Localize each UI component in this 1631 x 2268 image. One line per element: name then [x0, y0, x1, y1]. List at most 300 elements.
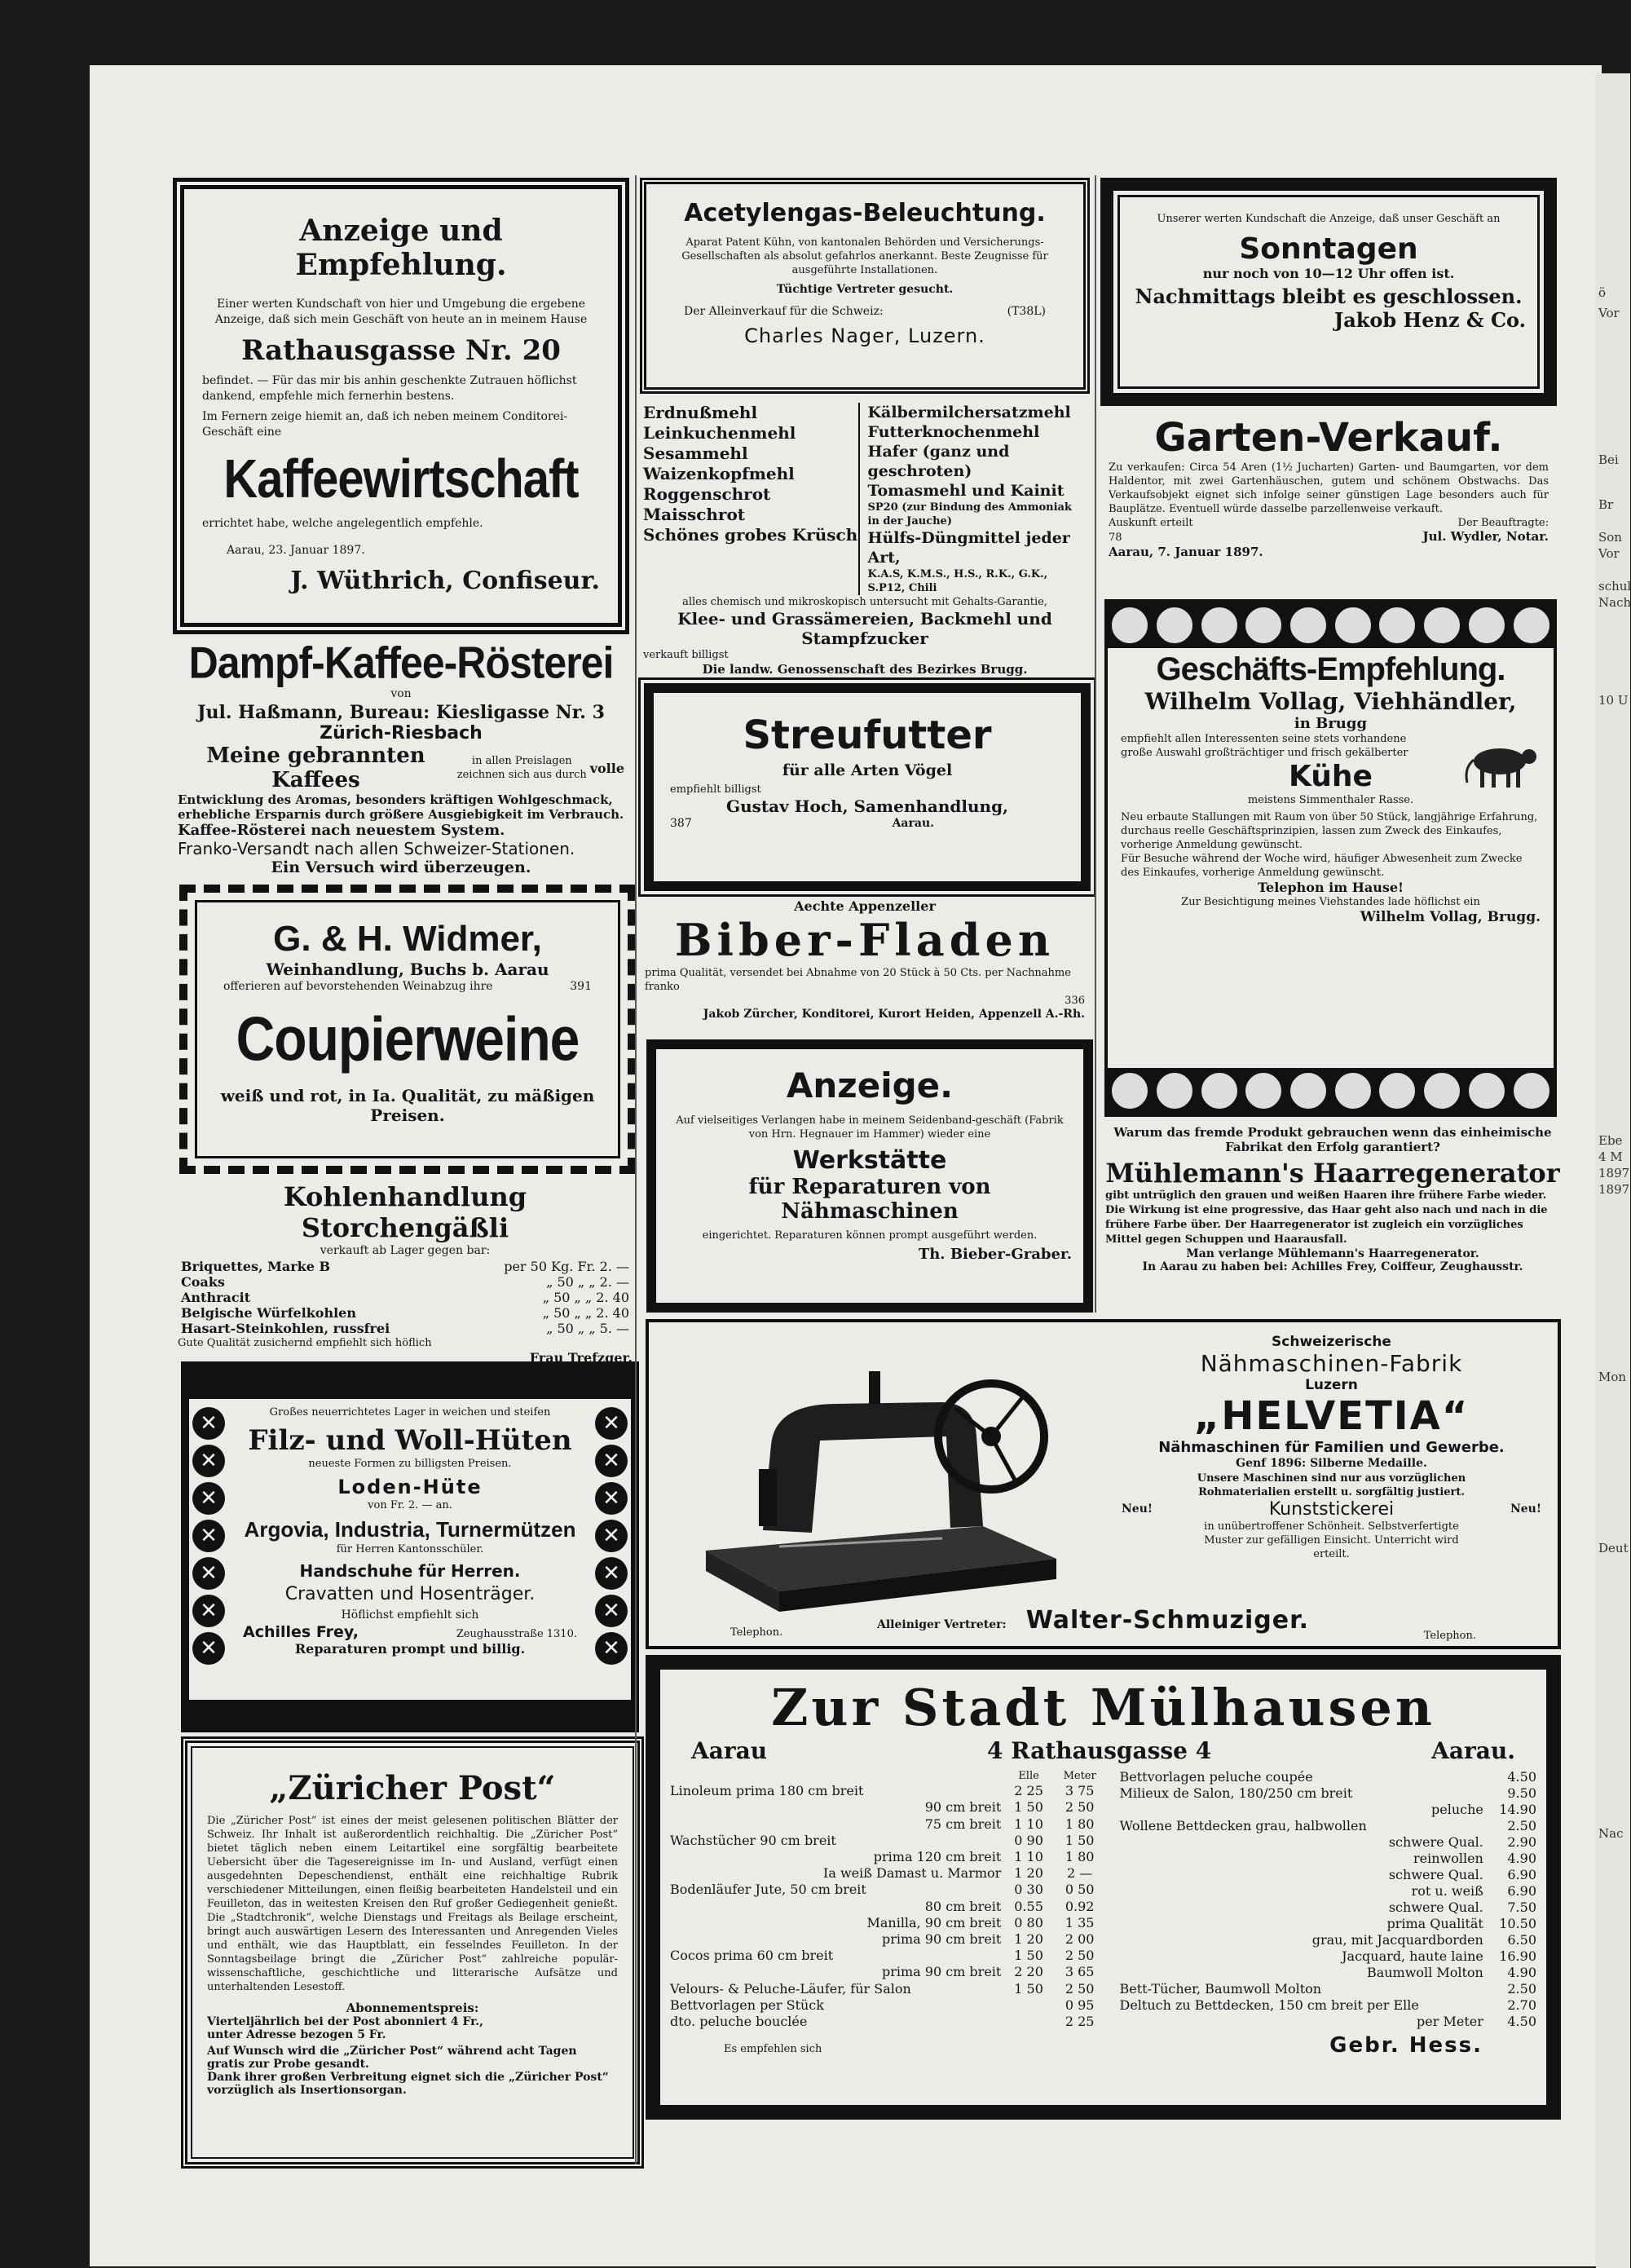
- coal-price: „ 50 „ „ 5. —: [546, 1321, 629, 1336]
- rosette-icon: [1511, 1070, 1552, 1111]
- rosette-icon: [1288, 1070, 1329, 1111]
- strip-text: 10 U: [1598, 693, 1629, 708]
- price: 2.90: [1507, 1834, 1536, 1850]
- rosette-icon: [1422, 1070, 1462, 1111]
- rosette-icon: [1109, 605, 1150, 646]
- rosette-icon: [1199, 1070, 1240, 1111]
- product-name: grau, mit Jacquardborden: [1311, 1932, 1483, 1948]
- product-name: Bettvorlagen per Stück: [670, 1997, 824, 2013]
- price-elle: 1 10: [1014, 1849, 1043, 1864]
- ad-phone: Telephon.: [1423, 1630, 1476, 1642]
- ad-text: für Herren Kantonsschüler.: [336, 1543, 484, 1555]
- ad-text: von: [390, 687, 412, 700]
- ad-kohlen: [173, 1178, 637, 1366]
- price-elle: 1 20: [1014, 1930, 1043, 1947]
- price-elle: [1004, 2014, 1052, 2030]
- ad-text: Alleiniger Vertreter:: [877, 1618, 1007, 1631]
- price: 2.70: [1507, 1997, 1536, 2013]
- ad-text: Auskunft erteilt: [1109, 517, 1193, 529]
- price: 9.50: [1507, 1785, 1536, 1801]
- price: 6.90: [1507, 1883, 1536, 1899]
- ad-text: Klee- und Grassämereien, Backmehl und Stampfzucker: [677, 609, 1052, 648]
- ad-streufutter: [644, 683, 1091, 891]
- rosette-icon: [1377, 1070, 1417, 1111]
- ad-text: Handschuhe für Herren.: [299, 1561, 521, 1581]
- ad-date: Aarau, 23. Januar 1897.: [227, 544, 365, 557]
- table-row: [667, 1865, 1106, 1882]
- product-name: peluche: [1430, 1802, 1483, 1817]
- ad-text: Auf Wunsch wird die „Züricher Post“ während acht Tagen gratis zur Probe gesandt.: [207, 2045, 577, 2071]
- ad-text: unter Adresse bezogen 5 Fr.: [207, 2028, 386, 2041]
- ad-garten: [1100, 412, 1557, 595]
- ad-text: Vierteljährlich bei der Post abonniert 4 Fr.,: [207, 2015, 484, 2028]
- ad-text: offerieren auf bevorstehenden Weinabzug ihre: [223, 980, 493, 993]
- ad-title: Streufutter: [743, 713, 992, 758]
- rosette-icon: [1154, 1070, 1195, 1111]
- price: 2.50: [1507, 1981, 1536, 1997]
- price-meter: 2 —: [1067, 1865, 1093, 1882]
- ad-title: Anzeige.: [786, 1066, 954, 1105]
- table-row: [667, 1964, 1106, 1980]
- strip-text: Br: [1598, 497, 1614, 512]
- ad-headline: Kaffeewirtschaft: [223, 448, 579, 510]
- ad-text: Die „Züricher Post“ ist eines der meist gelesenen politischen Blätter der Schweiz. Ihr Inhalt ist außerordentlich reichhaltig. Die „Züricher Post“ bietet täglich neben einem Leitartikel eine sorgfältig bearbeitete Uebersicht über die Tagesereignisse im In- und Ausland, verfügt einen ausgedehnten Depeschendienst, enthält eine reichhaltige Rubrik verschiedener Mitteilungen, einen fleißig bearbeiteten Handelsteil und ein Feuilleton, das in weitesten Kreisen den Ruf großer Gediegenheit genießt. Die „Stadtchronik“, welche Dienstags und Freitags als Beilage erscheint, bringt auch auswärtigen Lesern des Interessanten und Anregenden Vieles und enthält, wie das Hauptblatt, ein fesselndes Feuilleton. In der Sonntagsbeilage bringt die „Züricher Post“ zahlreiche populär-wissenschaftliche, geschichtliche und litterarische Aufsätze und unterhaltenden Lesestoff.: [207, 1815, 618, 1993]
- list-item: Schönes grobes Krüsch: [643, 525, 858, 545]
- rosette-icon: [1243, 1070, 1284, 1111]
- coal-price-table: [178, 1259, 633, 1336]
- table-row: [1116, 1834, 1540, 1851]
- ad-helvetia: [646, 1319, 1561, 1649]
- ad-text: Zur Besichtigung meines Viehstandes lade höflichst ein: [1181, 896, 1480, 908]
- ad-acetylen: [640, 178, 1090, 394]
- ad-text: Der Alleinverkauf für die Schweiz:: [684, 305, 884, 318]
- list-item: Erdnußmehl: [643, 403, 758, 422]
- table-row: [667, 1833, 1106, 1849]
- ad-text: prima Qualität, versendet bei Abnahme von 20 Stück à 50 Cts. per Nachnahme franko: [645, 967, 1071, 993]
- rosette-icon: [1288, 605, 1329, 646]
- ad-agent: Charles Nager, Luzern.: [744, 324, 985, 347]
- ad-location: Zürich-Riesbach: [320, 723, 483, 743]
- ad-text: Im Fernern zeige hiemit an, daß ich neben meinem Conditorei-Geschäft eine: [202, 410, 568, 439]
- ad-text: Genf 1896: Silberne Medaille.: [1236, 1457, 1427, 1470]
- column-header: Meter: [1063, 1770, 1096, 1783]
- rosette-icon: [1333, 605, 1373, 646]
- x-ornament-icon: ✕: [192, 1595, 225, 1627]
- table-row: [667, 1882, 1106, 1898]
- ad-agent: Jul. Wydler, Notar.: [1422, 529, 1549, 544]
- price-meter: 3 75: [1065, 1783, 1095, 1799]
- price: 10.50: [1499, 1916, 1536, 1931]
- strip-text: Deut: [1598, 1541, 1629, 1555]
- rosette-border-bottom: [1108, 1068, 1554, 1114]
- column-header: Elle: [1018, 1770, 1039, 1783]
- price-elle: 1 10: [1014, 1816, 1043, 1832]
- product-name: Deltuch zu Bettdecken, 150 cm breit per Elle: [1119, 1997, 1419, 2013]
- table-row: [1116, 1851, 1540, 1867]
- product-name: 75 cm breit: [924, 1816, 1002, 1832]
- ad-signature: J. Wüthrich, Confiseur.: [290, 567, 600, 595]
- ornament-column: [192, 1402, 225, 1670]
- product-name: dto. peluche bouclée: [670, 2013, 808, 2029]
- feed-list-right: [868, 403, 1087, 595]
- rosette-icon: [1109, 1070, 1150, 1111]
- ad-place: Aarau: [691, 1737, 768, 1764]
- ad-number: 391: [570, 980, 592, 993]
- ad-text: Zu verkaufen: Circa 54 Aren (1½ Jucharten) Garten- und Baumgarten, vor dem Haldentor, mit zwei Gartenhäuschen, gutem und schönem Obstwachs. Das Verkaufsobjekt eignet sich infolge seiner günstigen Lage besonders auch für Bauplätze. Eventuell würde dasselbe parzellenweise verkauft.: [1109, 461, 1549, 515]
- price-elle: 0 90: [1014, 1832, 1043, 1848]
- ad-date: Aarau, 7. Januar 1897.: [1109, 545, 1263, 559]
- price: 6.90: [1507, 1867, 1536, 1882]
- coal-price: per 50 Kg. Fr. 2. —: [504, 1259, 629, 1274]
- rosette-icon: [1243, 605, 1284, 646]
- ad-title: Nähmaschinen-Fabrik: [1200, 1350, 1463, 1377]
- product-name: Cocos prima 60 cm breit: [670, 1948, 834, 1964]
- product-name: Manilla, 90 cm breit: [866, 1914, 1002, 1930]
- ad-text: in unübertroffener Schönheit. Selbstverfertigte Muster zur gefälligen Einsicht. Unterricht wird erteilt.: [1204, 1520, 1459, 1560]
- price-table-right: [1116, 1769, 1540, 2030]
- table-row: [667, 1898, 1106, 1914]
- ad-text: Kaffee-Rösterei nach neuestem System.: [178, 822, 505, 839]
- price-meter: 0 50: [1065, 1882, 1095, 1898]
- coal-item: Coaks: [181, 1274, 225, 1290]
- column-rule: [1095, 175, 1096, 1313]
- product-name: Jacquard, haute laine: [1342, 1948, 1483, 1964]
- table-row: [1116, 1802, 1540, 1818]
- price-elle: 0.55: [1014, 1898, 1043, 1914]
- table-row: [1116, 1785, 1540, 1802]
- table-row: [667, 2014, 1106, 2030]
- table-row: [667, 1931, 1106, 1948]
- product-name: Linoleum prima 180 cm breit: [670, 1783, 864, 1799]
- rosette-icon: [1154, 605, 1195, 646]
- list-item: K.A.S, K.M.S., H.S., R.K., G.K., S.P12, Chili: [867, 568, 1048, 594]
- table-row: [667, 1997, 1106, 2014]
- price-meter: 2 50: [1065, 1980, 1095, 1997]
- x-ornament-icon: ✕: [595, 1482, 628, 1515]
- strip-text: 1897: [1598, 1166, 1630, 1180]
- ad-headline: Kühe: [1289, 760, 1373, 793]
- table-row: [667, 1980, 1106, 1997]
- ad-address: Zeughausstraße 1310.: [456, 1628, 577, 1640]
- table-row: [178, 1305, 633, 1321]
- ad-signature: Jakob Henz & Co.: [1333, 308, 1526, 332]
- ad-werkstaette: [646, 1039, 1093, 1313]
- x-ornament-icon: ✕: [192, 1407, 225, 1440]
- strip-text: Bei: [1598, 452, 1619, 467]
- table-row: [1116, 1883, 1540, 1900]
- table-row: [178, 1290, 633, 1305]
- x-ornament-icon: ✕: [595, 1595, 628, 1627]
- ad-text: von Fr. 2. — an.: [368, 1499, 452, 1511]
- x-ornament-icon: ✕: [192, 1482, 225, 1515]
- ad-address: Rathausgasse Nr. 20: [241, 334, 561, 367]
- table-row: [1116, 1965, 1540, 1981]
- table-row: [1116, 1932, 1540, 1948]
- product-name: schwere Qual.: [1388, 1834, 1483, 1850]
- ad-subtitle: Weinhandlung, Buchs b. Aarau: [266, 960, 549, 979]
- rosette-icon: [1466, 605, 1507, 646]
- ad-text: Cravatten und Hosenträger.: [284, 1584, 536, 1604]
- price-elle: 0 80: [1014, 1914, 1043, 1930]
- table-row: [667, 1783, 1106, 1799]
- ad-place: Aarau.: [1431, 1737, 1515, 1764]
- ad-text: Aparat Patent Kühn, von kantonalen Behörden und Versicherungs-Gesellschaften als absolut gefahrlos anerkannt. Beste Zeugnisse für ausgeführte Installationen.: [681, 236, 1048, 276]
- list-item: Waizenkopfmehl: [643, 464, 795, 483]
- ad-text: empfiehlt allen Interessenten seine stets vorhandene große Auswahl großträchtiger und frisch gekälberter: [1121, 733, 1408, 759]
- column-rule: [635, 175, 637, 2164]
- ad-biberfladen: [640, 897, 1090, 1035]
- table-row: [1116, 1948, 1540, 1965]
- x-ornament-icon: ✕: [192, 1445, 225, 1477]
- price-meter: 2 50: [1065, 1948, 1095, 1964]
- ad-title: Biber-Fladen: [674, 914, 1056, 966]
- hat-border-bottom: [189, 1700, 631, 1724]
- strip-text: Mon: [1598, 1370, 1627, 1384]
- ad-text: Tüchtige Vertreter gesucht.: [776, 283, 954, 296]
- ad-title: Zur Stadt Mülhausen: [771, 1678, 1435, 1737]
- list-item: Leinkuchenmehl: [643, 423, 796, 443]
- strip-text: schul: [1598, 579, 1631, 593]
- ad-text: Franko-Versandt nach allen Schweizer-Stationen.: [178, 839, 575, 858]
- list-item: Hülfs-Düngmittel jeder Art,: [867, 529, 1070, 567]
- product-name: Bettvorlagen peluche coupée: [1119, 1769, 1313, 1785]
- rosette-icon: [1466, 1070, 1507, 1111]
- ad-subtitle: für alle Arten Vögel: [782, 761, 953, 779]
- table-row: [178, 1274, 633, 1290]
- price: 16.90: [1499, 1948, 1536, 1964]
- strip-text: 1897: [1598, 1182, 1630, 1197]
- x-ornament-icon: ✕: [595, 1445, 628, 1477]
- ad-signature: Th. Bieber-Graber.: [918, 1246, 1072, 1263]
- price-elle: 0 30: [1014, 1882, 1043, 1898]
- ad-huete: [181, 1361, 639, 1732]
- ad-roesterei: [173, 636, 629, 880]
- ad-phone: Telephon im Hause!: [1257, 880, 1404, 895]
- list-item: SP20 (zur Bindung des Ammoniak in der Jauche): [867, 501, 1072, 527]
- ad-headline: Argovia, Industria, Turnermützen: [244, 1517, 576, 1542]
- ad-text: Man verlange Mühlemann's Haarregenerator.: [1186, 1247, 1479, 1260]
- price-elle: 1 50: [1014, 1799, 1043, 1816]
- ad-text: in allen Preislagen zeichnen sich aus durch: [456, 755, 587, 781]
- table-row: [178, 1259, 633, 1274]
- ad-title: Garten-Verkauf.: [1154, 415, 1503, 461]
- ad-subtitle: Nähmaschinen für Familien und Gewerbe.: [1158, 1439, 1505, 1456]
- ad-text: Luzern: [1305, 1377, 1358, 1393]
- ad-signature: Frau Trefzger.: [529, 1350, 633, 1366]
- product-name: prima 90 cm breit: [881, 1930, 1002, 1947]
- strip-text: Vor: [1598, 546, 1620, 561]
- ad-name: Wilhelm Vollag, Viehhändler,: [1144, 688, 1517, 715]
- ad-text: Meine gebrannten Kaffees: [206, 743, 425, 792]
- price-meter: 3 65: [1065, 1964, 1095, 1980]
- product-name: rot u. weiß: [1411, 1883, 1483, 1899]
- ad-title: Anzeige und Empfehlung.: [295, 214, 507, 282]
- x-ornament-icon: ✕: [595, 1520, 628, 1552]
- list-item: Futterknochenmehl: [867, 423, 1040, 441]
- list-item: Sesammehl: [643, 443, 748, 463]
- ad-text: Gute Qualität zusichernd empfiehlt sich höflich: [178, 1337, 432, 1349]
- price-meter: 1 80: [1065, 1849, 1095, 1864]
- price: 6.50: [1507, 1932, 1536, 1948]
- ad-text: Dank ihrer großen Verbreitung eignet sich die „Züricher Post“ vorzüglich als Insertionsorgan.: [207, 2071, 609, 2097]
- feed-list-left: [643, 403, 860, 595]
- price-elle: 1 50: [1014, 1980, 1043, 1997]
- table-row: [667, 1948, 1106, 1964]
- ad-title: „Züricher Post“: [269, 1769, 556, 1807]
- table-row: [1116, 1997, 1540, 2014]
- ad-subtitle: Abonnementspreis:: [346, 2001, 479, 2015]
- product-name: Velours- & Peluche-Läufer, für Salon: [670, 1980, 911, 1997]
- coal-price: „ 50 „ „ 2. 40: [542, 1290, 629, 1305]
- ad-phone: Telephon.: [730, 1626, 783, 1639]
- table-row: [667, 1915, 1106, 1931]
- product-name: prima Qualität: [1386, 1916, 1483, 1931]
- ad-henz: [1100, 178, 1557, 406]
- ad-title: Mühlemann's Haarregenerator: [1105, 1158, 1560, 1189]
- ad-signature: Gebr. Hess.: [1329, 2033, 1483, 2058]
- coal-price: „ 50 „ „ 2. 40: [542, 1305, 629, 1321]
- ad-place: in Brugg: [1294, 715, 1368, 732]
- price-meter: 1 50: [1065, 1832, 1095, 1848]
- price: 4.50: [1507, 1769, 1536, 1785]
- hat-border-top: [189, 1370, 631, 1399]
- product-name: Milieux de Salon, 180/250 cm breit: [1119, 1785, 1353, 1801]
- ad-subtitle: Aechte Appenzeller: [794, 898, 936, 914]
- list-item: Hafer (ganz und geschroten): [867, 443, 1010, 480]
- ad-signature: Jakob Zürcher, Konditorei, Kurort Heiden, Appenzell A.-Rh.: [703, 1008, 1085, 1021]
- ad-text: Der Beauftragte:: [1457, 517, 1549, 529]
- ad-badge: Neu!: [1510, 1502, 1541, 1516]
- list-item: Maisschrot: [643, 505, 746, 524]
- price-table-left: [667, 1769, 1106, 2030]
- ad-text: Großes neuerrichtetes Lager in weichen und steifen: [269, 1406, 551, 1419]
- product-name: Ia weiß Damast u. Marmor: [823, 1865, 1002, 1882]
- ad-text: Nachmittags bleibt es geschlossen.: [1135, 285, 1523, 308]
- ad-number: 387: [670, 817, 692, 830]
- product-name: Wachstücher 90 cm breit: [670, 1832, 836, 1848]
- price: 4.50: [1507, 2014, 1536, 2029]
- ad-number: 336: [1065, 995, 1085, 1007]
- price: 4.90: [1507, 1965, 1536, 1980]
- ad-text: befindet. — Für das mir bis anhin geschenkte Zutrauen höflichst dankend, empfehle mich fernerhin bestens.: [202, 374, 577, 403]
- ad-headline: Coupierweine: [236, 1004, 580, 1074]
- product-name: reinwollen: [1413, 1851, 1483, 1866]
- ad-text: weiß und rot, in Ia. Qualität, zu mäßigen Preisen.: [220, 1086, 595, 1125]
- ad-widmer: [179, 885, 636, 1174]
- ad-address: 4 Rathausgasse 4: [987, 1737, 1212, 1764]
- ad-headline: Werkstätte: [792, 1146, 947, 1175]
- ad-text: Neu erbaute Stallungen mit Raum von über 50 Stück, langjährige Erfahrung, durchaus reelle Geschäftsprinzipien, lassen zum Zweck des Einkaufes, vorherige Anmeldung gewünscht.: [1121, 811, 1538, 851]
- strip-text: Vor: [1598, 306, 1620, 320]
- ad-brand: „HELVETIA“: [1193, 1393, 1470, 1439]
- ad-text: Auf vielseitiges Verlangen habe in meinem Seidenband-geschäft (Fabrik von Hrn. Hegnauer im Hammer) wieder eine: [676, 1114, 1064, 1141]
- ad-text: erhebliche Ersparnis durch größere Ausgiebigkeit im Verbrauch.: [178, 807, 624, 822]
- x-ornament-icon: ✕: [192, 1557, 225, 1590]
- price-meter: 2 50: [1065, 1799, 1095, 1816]
- price-meter: 0 95: [1065, 1997, 1095, 2013]
- ad-text: volle: [589, 760, 624, 776]
- ad-headline: Sonntagen: [1239, 232, 1418, 266]
- ad-badge: Neu!: [1122, 1502, 1153, 1516]
- product-name: Wollene Bettdecken grau, halbwollen: [1119, 1818, 1367, 1833]
- ad-text: meistens Simmenthaler Rasse.: [1247, 794, 1414, 806]
- table-row: [667, 1849, 1106, 1865]
- ad-title: G. & H. Widmer,: [273, 919, 542, 959]
- strip-text: Ebe: [1598, 1133, 1623, 1148]
- ad-text: gibt untrüglich den grauen und weißen Haaren ihre frühere Farbe wieder. Die Wirkung ist eine progressive, das Haar geht also nach und nach in die frühere Farbe über. Der Haarregenerator ist zugleich ein vorzügliches Mittel gegen Schuppen und Haarausfall.: [1105, 1189, 1548, 1246]
- adjacent-page-strip: [1596, 73, 1630, 2268]
- rosette-icon: [1422, 605, 1462, 646]
- ad-headline: Kunststickerei: [1268, 1499, 1395, 1520]
- product-name: Baumwoll Molton: [1366, 1965, 1483, 1980]
- x-ornament-icon: ✕: [192, 1520, 225, 1552]
- x-ornament-icon: ✕: [192, 1632, 225, 1665]
- price-meter: 2 00: [1065, 1930, 1095, 1947]
- strip-text: ö: [1598, 285, 1607, 300]
- ad-title: Kohlenhandlung Storchengäßli: [283, 1181, 527, 1243]
- ad-haar: [1100, 1123, 1565, 1315]
- cow-icon: [1459, 735, 1541, 792]
- price-meter: 0.92: [1065, 1898, 1095, 1914]
- table-row: [667, 1769, 1106, 1783]
- list-item: Kälbermilchersatzmehl: [867, 404, 1071, 421]
- x-ornament-icon: ✕: [595, 1632, 628, 1665]
- ad-seller: In Aarau zu haben bei: Achilles Frey, Coiffeur, Zeughausstr.: [1142, 1260, 1523, 1273]
- strip-text: Nac: [1598, 1826, 1624, 1841]
- ad-title: Geschäfts-Empfehlung.: [1156, 651, 1505, 687]
- coal-item: Briquettes, Marke B: [181, 1259, 331, 1274]
- strip-text: 4 M: [1598, 1149, 1623, 1164]
- ad-text: verkauft billigst: [643, 649, 729, 661]
- ad-text: Höflichst empfiehlt sich: [341, 1608, 479, 1622]
- ad-text: Es empfehlen sich: [724, 2043, 822, 2055]
- ad-text: eingerichtet. Reparaturen können prompt ausgeführt werden.: [702, 1229, 1038, 1242]
- table-row: [1116, 1900, 1540, 1916]
- table-row: [1116, 1769, 1540, 1785]
- list-item: Roggenschrot: [643, 484, 771, 504]
- ad-seller: Gustav Hoch, Samenhandlung,: [725, 796, 1009, 816]
- product-name: 90 cm breit: [924, 1799, 1002, 1816]
- product-name: schwere Qual.: [1388, 1867, 1483, 1882]
- ad-title: Filz- und Woll-Hüten: [248, 1424, 572, 1457]
- price: 2.50: [1507, 1818, 1536, 1833]
- price-meter: 1 35: [1065, 1914, 1095, 1930]
- table-row: [667, 1816, 1106, 1833]
- product-name: Bett-Tücher, Baumwoll Molton: [1119, 1981, 1322, 1997]
- ad-subtitle: für Reparaturen von Nähmaschinen: [748, 1175, 991, 1224]
- ad-headline: Loden-Hüte: [337, 1476, 483, 1498]
- ad-text: nur noch von 10—12 Uhr offen ist.: [1202, 266, 1455, 281]
- ad-title: Dampf-Kaffee-Rösterei: [188, 638, 614, 688]
- product-name: Bodenläufer Jute, 50 cm breit: [670, 1882, 866, 1898]
- ad-agent: Walter-Schmuziger.: [1025, 1606, 1310, 1635]
- x-ornament-icon: ✕: [595, 1407, 628, 1440]
- x-ornament-icon: ✕: [595, 1557, 628, 1590]
- ad-text: Für Besuche während der Woche wird, häufiger Abwesenheit zum Zwecke des Einkaufes, vorherige Anmeldung gewünscht.: [1121, 853, 1523, 879]
- ad-text: Warum das fremde Produkt gebrauchen wenn das einheimische Fabrikat den Erfolg garantiert?: [1113, 1125, 1552, 1154]
- price-elle: 1 50: [1014, 1948, 1043, 1964]
- table-row: [1116, 2014, 1540, 2030]
- price: 14.90: [1499, 1802, 1536, 1817]
- ad-signature: Wilhelm Vollag, Brugg.: [1360, 909, 1541, 925]
- ad-text: Schweizerische: [1272, 1334, 1391, 1350]
- table-row: [1116, 1867, 1540, 1883]
- ornament-column: [595, 1402, 628, 1670]
- price-meter: 1 80: [1065, 1816, 1095, 1832]
- sewing-machine-illustration: [673, 1347, 1081, 1616]
- coal-item: Anthracit: [181, 1290, 251, 1305]
- rosette-border-top: [1108, 602, 1554, 648]
